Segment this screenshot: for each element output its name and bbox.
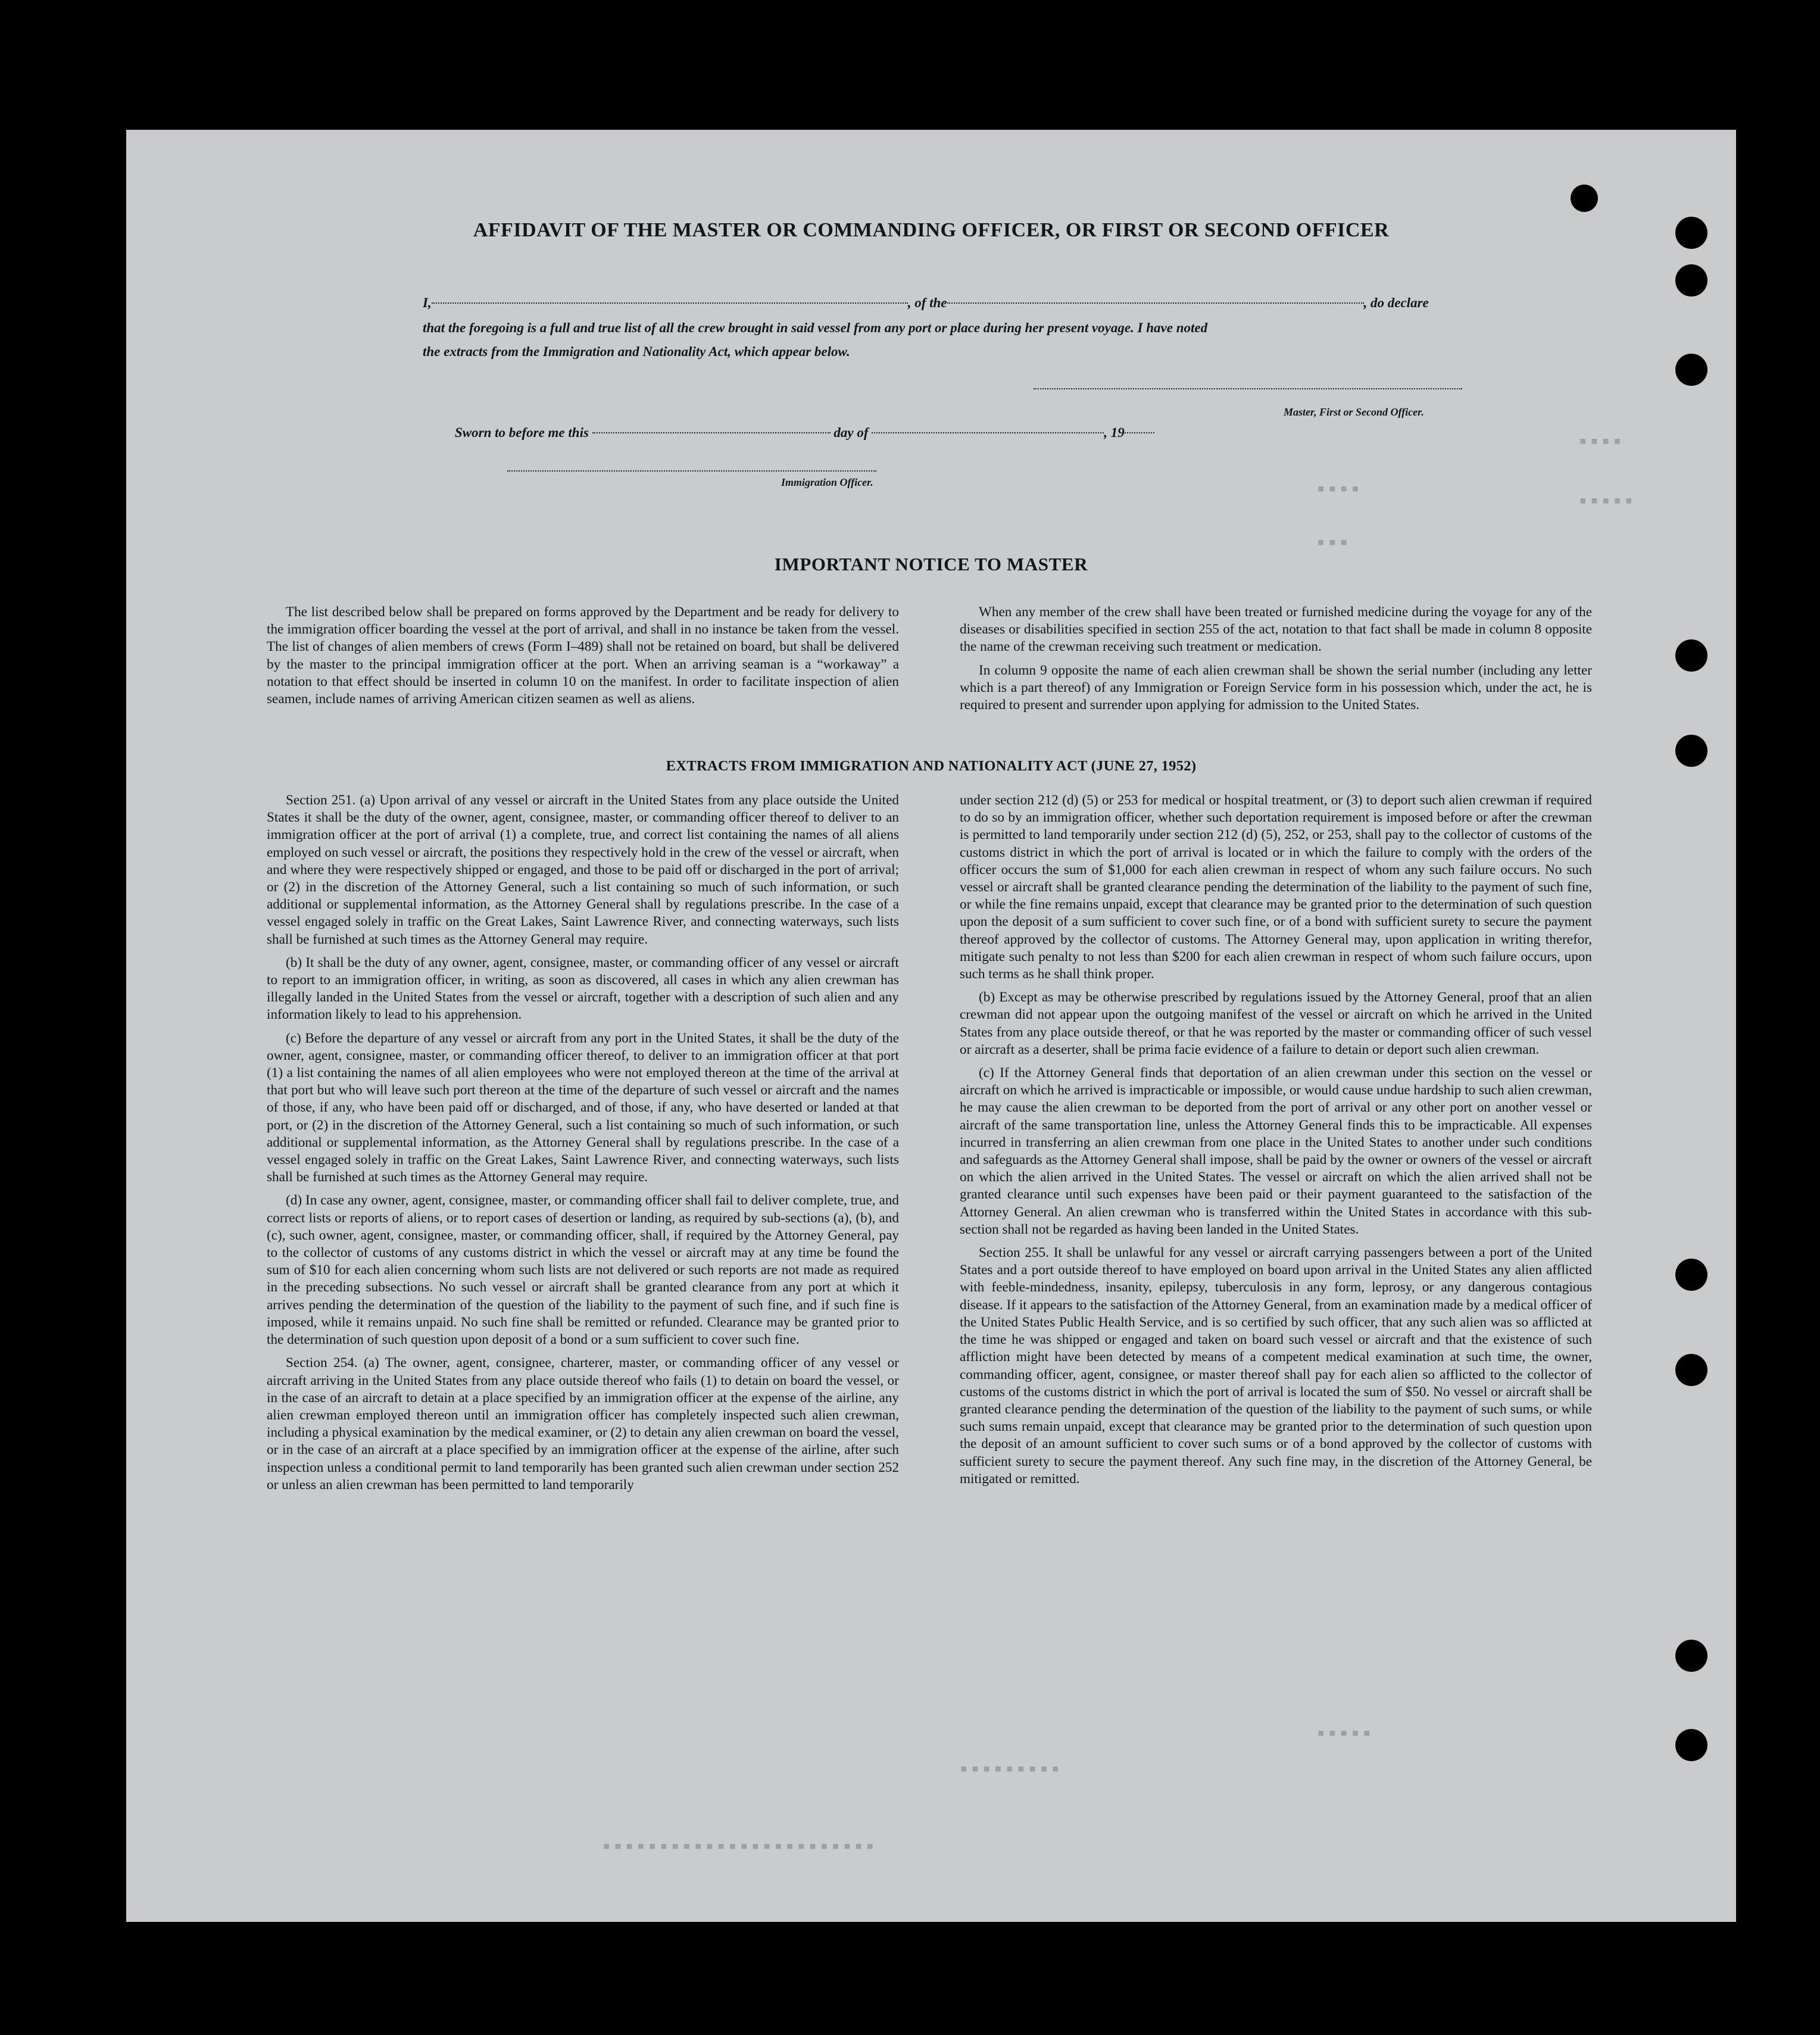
extract-paragraph: (d) In case any owner, agent, consignee, master, or commanding officer shall fail to deliver complete, true, and correct lists or reports of aliens, or to report cases of desertion or landing, as required by sub-sections (a), (b), and (c), such owner, agent, consignee, master, or commanding officer, shall, if required by the Attorney General, pay to the collector of customs of any customs district in which the vessel or aircraft may at any time be found the sum of $10 for each alien concerning whom such lists are not delivered or such reports are not made as required in the preceding subsections. No such vessel or aircraft shall be granted clearance from any port at which it arrives pending the determination of the question of the liability to the payment of such fine, and if such fine is imposed, while it remains unpaid. No such fine shall be remitted or refunded. Clearance may be granted prior to the determination of such question upon deposit of a bond or a sum sufficient to cover such fine. — [267, 1193, 899, 1348]
punch-hole — [1675, 1259, 1707, 1291]
bleed-through: ▪▪▪▪ — [1317, 481, 1363, 496]
master-signature-blank[interactable] — [1034, 388, 1462, 389]
bleed-through: ▪▪▪▪▪ — [1579, 493, 1637, 508]
affidavit-do-declare-label: , do declare — [1363, 295, 1429, 310]
extract-paragraph: Section 254. (a) The owner, agent, consignee, charterer, master, or commanding officer of any vessel or aircraft arriving in the United States from any place outside thereof who fails (1) to detain on board the vessel, or in the case of an aircraft to detain at a place specified by an immigration officer at the expense of the airline, any alien crewman employed thereon until an immigration officer has completely inspected such alien crewman, including a physical examination by the medical examiner, or (2) to detain any alien crewman on board the vessel, or in the case of an aircraft at a place specified by an immigration officer at the expense of the airline, after such inspection unless a conditional permit to land temporarily has been granted such alien crewman under section 252 or unless an alien crewman has been permitted to land temporarily — [267, 1355, 899, 1493]
sworn-line — [455, 425, 1154, 441]
bleed-through: ▪▪▪▪▪▪▪▪▪ — [960, 1761, 1063, 1776]
extracts-left-column — [267, 792, 899, 1846]
immigration-officer-blank[interactable] — [507, 470, 876, 472]
affidavit-declaration-line — [423, 295, 1429, 311]
form-page — [126, 130, 1736, 1922]
bleed-through: ▪▪▪▪ — [1579, 433, 1625, 448]
sworn-prefix: Sworn to before me this — [455, 425, 589, 440]
extracts-right-column — [960, 792, 1592, 1846]
bleed-through: ▪▪▪ — [1317, 535, 1351, 550]
extracts-title: EXTRACTS FROM IMMIGRATION AND NATIONALITY ACT (JUNE 27, 1952) — [666, 758, 1197, 774]
punch-hole — [1675, 1640, 1707, 1672]
punch-hole — [1571, 185, 1598, 212]
sworn-day-of: day of — [833, 425, 869, 440]
extract-paragraph: Section 251. (a) Upon arrival of any vessel or aircraft in the United States from any place outside the United States it shall be the duty of the owner, agent, consignee, master, or commanding officer thereof to deliver to an immigration officer at the port of arrival (1) a complete, true, and correct list containing the names of all aliens employed on such vessel or aircraft, the positions they respectively hold in the crew of the vessel or aircraft, when and where they were respectively shipped or engaged, and those to be paid off or discharged in the port of arrival; or (2) in the discretion of the Attorney General, such a list containing so much of such information, or such additional or supplemental information, as the Attorney General shall by regulations prescribe. In the case of a vessel engaged solely in traffic on the Great Lakes, Saint Lawrence River, and connecting waterways, such lists shall be furnished at such times as the Attorney General may require. — [267, 792, 899, 947]
extract-paragraph: under section 212 (d) (5) or 253 for medical or hospital treatment, or (3) to deport such alien crewman if required to do so by an immigration officer, whether such deportation requirement is imposed before or after the crewman is permitted to land temporarily under section 212 (d) (5), 252, or 253, shall pay to the collector of customs of the customs district in which the port of arrival is located or in which the failure to comply with the orders of the officer occurs the sum of $1,000 for each alien crewman in respect of whom any such failure occurs. No such vessel or aircraft shall be granted clearance pending the determination of the liability to the payment of such fine, or while the fine remains unpaid, except that clearance may be granted prior to the determination of such question upon the deposit of a sum sufficient to cover such fine, or of a bond with sufficient surety to secure the payment thereof approved by the collector of customs. The Attorney General may, upon application in writing therefor, mitigate such penalty to not less than $200 for each alien crewman in respect of whom such failure occurs, upon such terms as he shall think proper. — [960, 792, 1592, 982]
extract-paragraph: (c) If the Attorney General finds that deportation of an alien crewman under this section on the vessel or aircraft on which he arrived is impracticable or impossible, or would cause undue hardship to such alien crewman, he may cause the alien crewman to be deported from the port of arrival or any other port on another vessel or aircraft of the same transportation line, unless the Attorney General finds this to be impracticable. All expenses incurred in transferring an alien crewman from one place in the United States to another under such conditions and safeguards as the Attorney General shall impose, shall be paid by the owner or owners of the vessel or aircraft on which the alien arrived in the United States. The vessel or aircraft on which the alien arrived shall not be granted clearance until such expenses have been paid or their payment guaranteed to the satisfaction of the Attorney General. An alien crewman who is transferred within the United States in accordance with this sub-section shall not be regarded as having been landed in the United States. — [960, 1065, 1592, 1237]
affidavit-text-line: that the foregoing is a full and true list of all the crew brought in said vessel from any port or place during her present voyage. I have noted — [423, 320, 1208, 335]
notice-right-column — [960, 604, 1592, 753]
affidavit-title: AFFIDAVIT OF THE MASTER OR COMMANDING OFFICER, OR FIRST OR SECOND OFFICER — [473, 219, 1390, 241]
sworn-year: , 19 — [1104, 425, 1125, 440]
extract-paragraph: (c) Before the departure of any vessel or aircraft from any port in the United States, it shall be the duty of the owner, agent, consignee, master, or commanding officer thereof, to deliver to an immigration officer at that port (1) a list containing the names of all alien employees who were not employed thereon at the time of the arrival at that port but who will leave such port thereon at the time of the departure of such vessel or aircraft and the names of those, if any, who have been paid off or discharged, and of those, if any, who have deserted or landed at that port, or (2) in the discretion of the Attorney General, such a list containing so much of such information, or such additional or supplemental information, as the Attorney General shall by regulations prescribe. In the case of a vessel engaged solely in traffic on the Great Lakes, Saint Lawrence River, and connecting waterways, such lists shall be furnished at such times as the Attorney General may require. — [267, 1030, 899, 1185]
affidavit-text-line: the extracts from the Immigration and Nationality Act, which appear below. — [423, 344, 850, 359]
sworn-month-blank[interactable] — [872, 432, 1104, 433]
notice-left-paragraph: The list described below shall be prepared on forms approved by the Department and be ready for delivery to the immigration officer boarding the vessel at the port of arrival, and shall in no instance be taken from the vessel. The list of changes of alien members of crews (Form I–489) shall not be retained on board, but shall be delivered by the master to the principal immigration officer at the port. When an arriving seaman is a “workaway” a notation to that effect should be inserted in column 10 on the manifest. In order to facilitate inspection of alien seamen, include names of arriving American citizen seamen as well as aliens. — [267, 604, 899, 707]
master-signature-label: Master, First or Second Officer. — [1284, 406, 1424, 418]
notice-title: IMPORTANT NOTICE TO MASTER — [774, 554, 1088, 575]
immigration-officer-label: Immigration Officer. — [781, 476, 873, 488]
notice-right-paragraph: When any member of the crew shall have been treated or furnished medicine during the voyage for any of the diseases or disabilities specified in section 255 of the act, notation to that fact shall be made in column 8 opposite the name of the crewman receiving such treatment or medication. — [960, 604, 1592, 655]
bleed-through: ▪▪▪▪▪ — [1317, 1725, 1375, 1740]
sworn-day-blank[interactable] — [592, 432, 831, 433]
punch-hole — [1675, 264, 1707, 296]
punch-hole — [1675, 639, 1707, 672]
vessel-blank[interactable] — [947, 302, 1364, 304]
notice-right-paragraph: In column 9 opposite the name of each alien crewman shall be shown the serial number (including any letter which is a part thereof) of any Immigration or Foreign Service form in his possession which, under the act, he is required to present and surrender upon applying for admission to the United States. — [960, 662, 1592, 713]
name-blank[interactable] — [432, 302, 908, 304]
punch-hole — [1675, 354, 1707, 386]
extract-paragraph: Section 255. It shall be unlawful for any vessel or aircraft carrying passengers between a port of the United States and a port outside thereof to have employed on board upon arrival in the United States any alien afflicted with feeble-mindedness, insanity, epilepsy, tuberculosis in any form, leprosy, or any dangerous contagious disease. If it appears to the satisfaction of the Attorney General, from an examination made by a medical officer of the United States Public Health Service, and is so certified by such officer, that any such alien was so afflicted at the time he was shipped or engaged and taken on board such vessel or aircraft and that the existence of such affliction might have been detected by means of a competent medical examination at such time, the owner, commanding officer, agent, consignee, or master thereof shall pay for each alien so afflicted to the collector of customs of the customs district in which the port of arrival is located the sum of $50. No vessel or aircraft shall be granted clearance pending the determination of the question of the liability to the payment of such sums, or while such sums remain unpaid, except that clearance may be granted prior to the determination of such question upon the deposit of an amount sufficient to cover such sums or of a bond approved by the collector of customs with sufficient surety to secure the payment thereof. Any such fine may, in the discretion of the Attorney General, be mitigated or remitted. — [960, 1245, 1592, 1487]
notice-left-column — [267, 604, 899, 753]
punch-hole — [1675, 1354, 1707, 1386]
punch-hole — [1675, 1729, 1707, 1761]
extract-paragraph: (b) It shall be the duty of any owner, agent, consignee, master, or commanding officer of any vessel or aircraft to report to an immigration officer, in writing, as soon as discovered, all cases in which any alien crewman has illegally landed in the United States from the vessel or aircraft, together with a description of such alien and any information likely to lead to his apprehension. — [267, 954, 899, 1023]
bleed-through: ▪▪▪▪▪▪▪▪▪▪▪▪▪▪▪▪▪▪▪▪▪▪▪▪ — [602, 1839, 878, 1853]
extract-paragraph: (b) Except as may be otherwise prescribed by regulations issued by the Attorney General, proof that an alien crewman did not appear upon the outgoing manifest of the vessel or aircraft on which he arrived in the United States from any place outside thereof, or that he was reported by the master or commanding officer of such vessel or aircraft as a deserter, shall be prima facie evidence of a failure to detain or deport such alien crewman. — [960, 990, 1592, 1057]
affidavit-i-label: I, — [423, 295, 432, 310]
affidavit-of-the-label: , of the — [907, 295, 947, 310]
sworn-year-blank[interactable] — [1125, 432, 1154, 433]
